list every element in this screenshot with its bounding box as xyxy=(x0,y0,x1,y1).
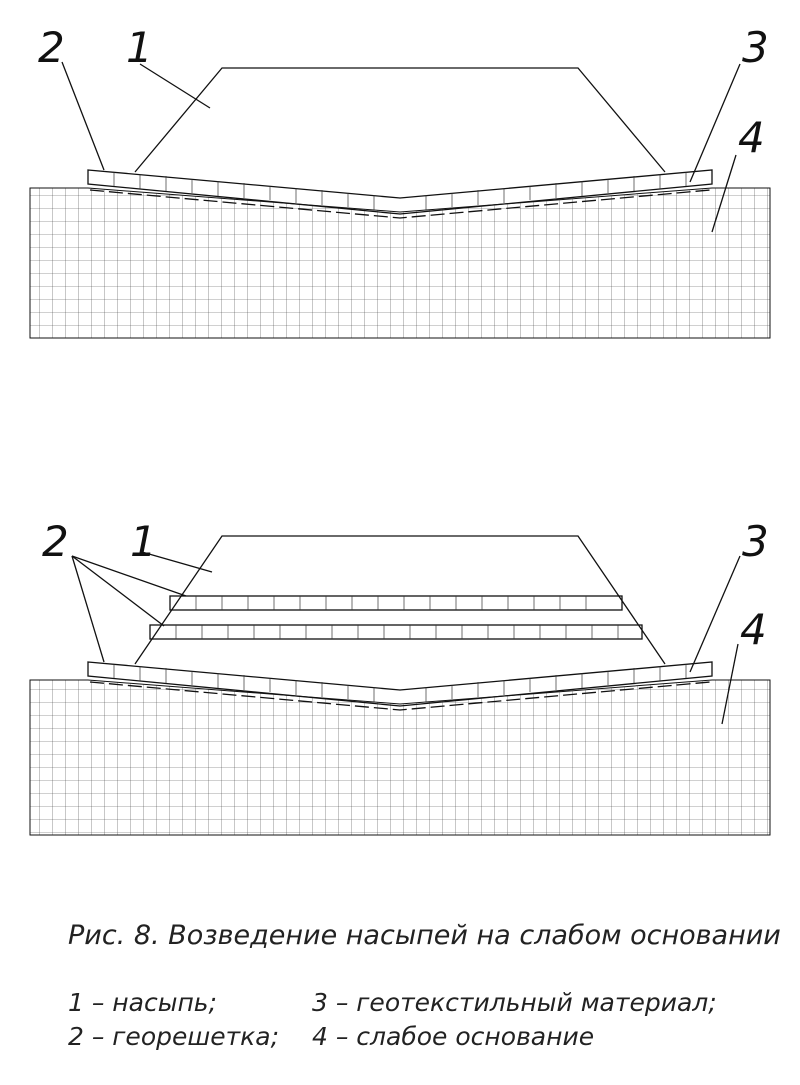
weak-base-top xyxy=(30,188,770,338)
top-panel xyxy=(30,23,770,338)
embankment-top xyxy=(135,68,665,172)
legend-item-1: 1 – насыпь; xyxy=(68,988,217,1017)
bottom-panel xyxy=(30,517,770,835)
weak-base-bottom xyxy=(30,680,770,835)
geogrid-layer-lower xyxy=(150,625,642,639)
legend-item-4: 4 – слабое основание xyxy=(312,1022,595,1051)
callout-1-bottom: 1 xyxy=(130,517,157,566)
callout-2-top: 2 xyxy=(38,23,65,72)
callout-4-bottom: 4 xyxy=(740,605,767,654)
callout-3-bottom: 3 xyxy=(742,517,769,566)
callout-3-top: 3 xyxy=(742,23,769,72)
callout-2-bottom: 2 xyxy=(42,517,69,566)
geogrid-layer-upper xyxy=(170,596,622,610)
legend-item-2: 2 – георешетка; xyxy=(68,1022,280,1051)
legend-item-3: 3 – геотекстильный материал; xyxy=(312,988,717,1017)
callout-4-top: 4 xyxy=(738,113,765,162)
embankment-bottom xyxy=(135,536,665,664)
callout-1-top: 1 xyxy=(126,23,153,72)
figure-caption: Рис. 8. Возведение насыпей на слабом основании xyxy=(68,920,781,951)
